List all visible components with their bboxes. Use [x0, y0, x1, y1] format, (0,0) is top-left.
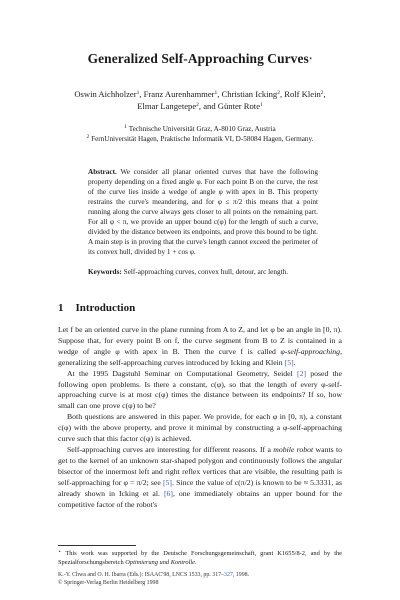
- citation-link[interactable]: [6]: [163, 488, 173, 498]
- author: Elmar Langetepe$^2$, and: [137, 101, 218, 111]
- citation-link[interactable]: [2]: [296, 368, 307, 378]
- paragraph: Both questions are answered in this paper. We provide, for each φ in [0, π), a constant c(φ) with the above property, and prove it minimal by constructing a φ-self-approaching curve such that this factor c(φ) is achieved.: [58, 412, 342, 444]
- abstract: [88, 167, 318, 277]
- paragraph: At the 1995 Dagstuhl Seminar on Computational Geometry, Seidel [2] posed the following open problems. Is there a constant, c(φ), so that the length of every φ-self-approaching curve is at most c(φ) times the distance between its endpoints? If so, how small can one prove c(φ) to be?: [58, 368, 342, 411]
- paragraph: Let f be an oriented curve in the plane running from A to Z, and let φ be an angle in [0, π). Suppose that, for every point B on f, the curve segment from B to Z is contained in a wedge of angle φ with apex in B. Then the curve f is called φ-self-approaching, generalizing the self-approaching curves introduced by Icking and Klein [5].: [58, 325, 342, 367]
- footnote-divider: [58, 545, 136, 546]
- abstract-text: We consider all planar oriented curves that have the following property depending on a fixed angle φ. For each point B on the curve, the rest of the curve lies inside a wedge of angle φ with apex in B. This property restrains the curve's meandering, and for φ ≤ π/2 this means that a point running along the curve always gets closer to all points on the remaining part. For all φ < π, we provide an upper bound c(φ) for the length of such a curve, divided by the distance between its endpoints, and prove this bound to be tight. A main step is in proving that the curve's length cannot exceed the perimeter of its convex hull, divided by 1 + cos φ.: [88, 168, 318, 256]
- author: Rolf Klein$^2$,: [284, 89, 326, 99]
- author: Günter Rote$^1$: [217, 101, 263, 111]
- section-heading: 1 Introduction: [58, 302, 136, 314]
- affiliation: $^2$ FernUniversität Hagen, Praktische Informatik VI, D-58084 Hagen, Germany.: [86, 134, 314, 143]
- author: Christian Icking$^2$,: [221, 89, 285, 99]
- abstract-label: Abstract.: [88, 168, 117, 176]
- affiliation: $^1$ Technische Universität Graz, A-8010 Graz, Austria: [124, 124, 276, 133]
- author: Oswin Aichholzer$^1$,: [74, 89, 144, 99]
- citation-link[interactable]: [5]: [284, 357, 294, 367]
- footnote: ⋆ This work was supported by the Deutsche Forschungsgemeinschaft, grant K1655/8-2, and by the Spezialforschungsbereich Optimierung und Kontrolle.: [58, 549, 342, 566]
- affiliation-list: [40, 124, 360, 144]
- publication-info: K.-Y. Chwa and O. H. Ibarra (Eds.): ISAAC'98, LNCS 1533, pp. 317–327, 1998. © Springer-Verlag Berlin Heidelberg 1998: [58, 572, 250, 586]
- author: Franz Aurenhammer$^1$,: [143, 89, 222, 99]
- paragraph: Self-approaching curves are interesting for different reasons. If a mobile robot wants to get to the kernel of an unknown star-shaped polygon and continuously follows the angular bisector of the innermost left and right reflex vertices that are visible, the resulting path is self-approaching for φ = π/2; see [5]. Since the value of c(π/2) is known to be ≈ 5.3331, as already shown in Icking et al. [6], one immediately obtains an upper bound for the competitive factor of the robot's: [58, 444, 342, 509]
- citation-link[interactable]: [5]: [162, 477, 172, 487]
- author-list: [40, 88, 360, 112]
- keywords: Keywords: Self-approaching curves, convex hull, detour, arc length.: [88, 268, 289, 276]
- title-footnote-mark: ⋆: [308, 56, 313, 62]
- paper-title: Generalized Self-Approaching Curves⋆: [87, 51, 313, 66]
- body-text: [58, 325, 342, 510]
- page-link[interactable]: 327: [224, 572, 233, 578]
